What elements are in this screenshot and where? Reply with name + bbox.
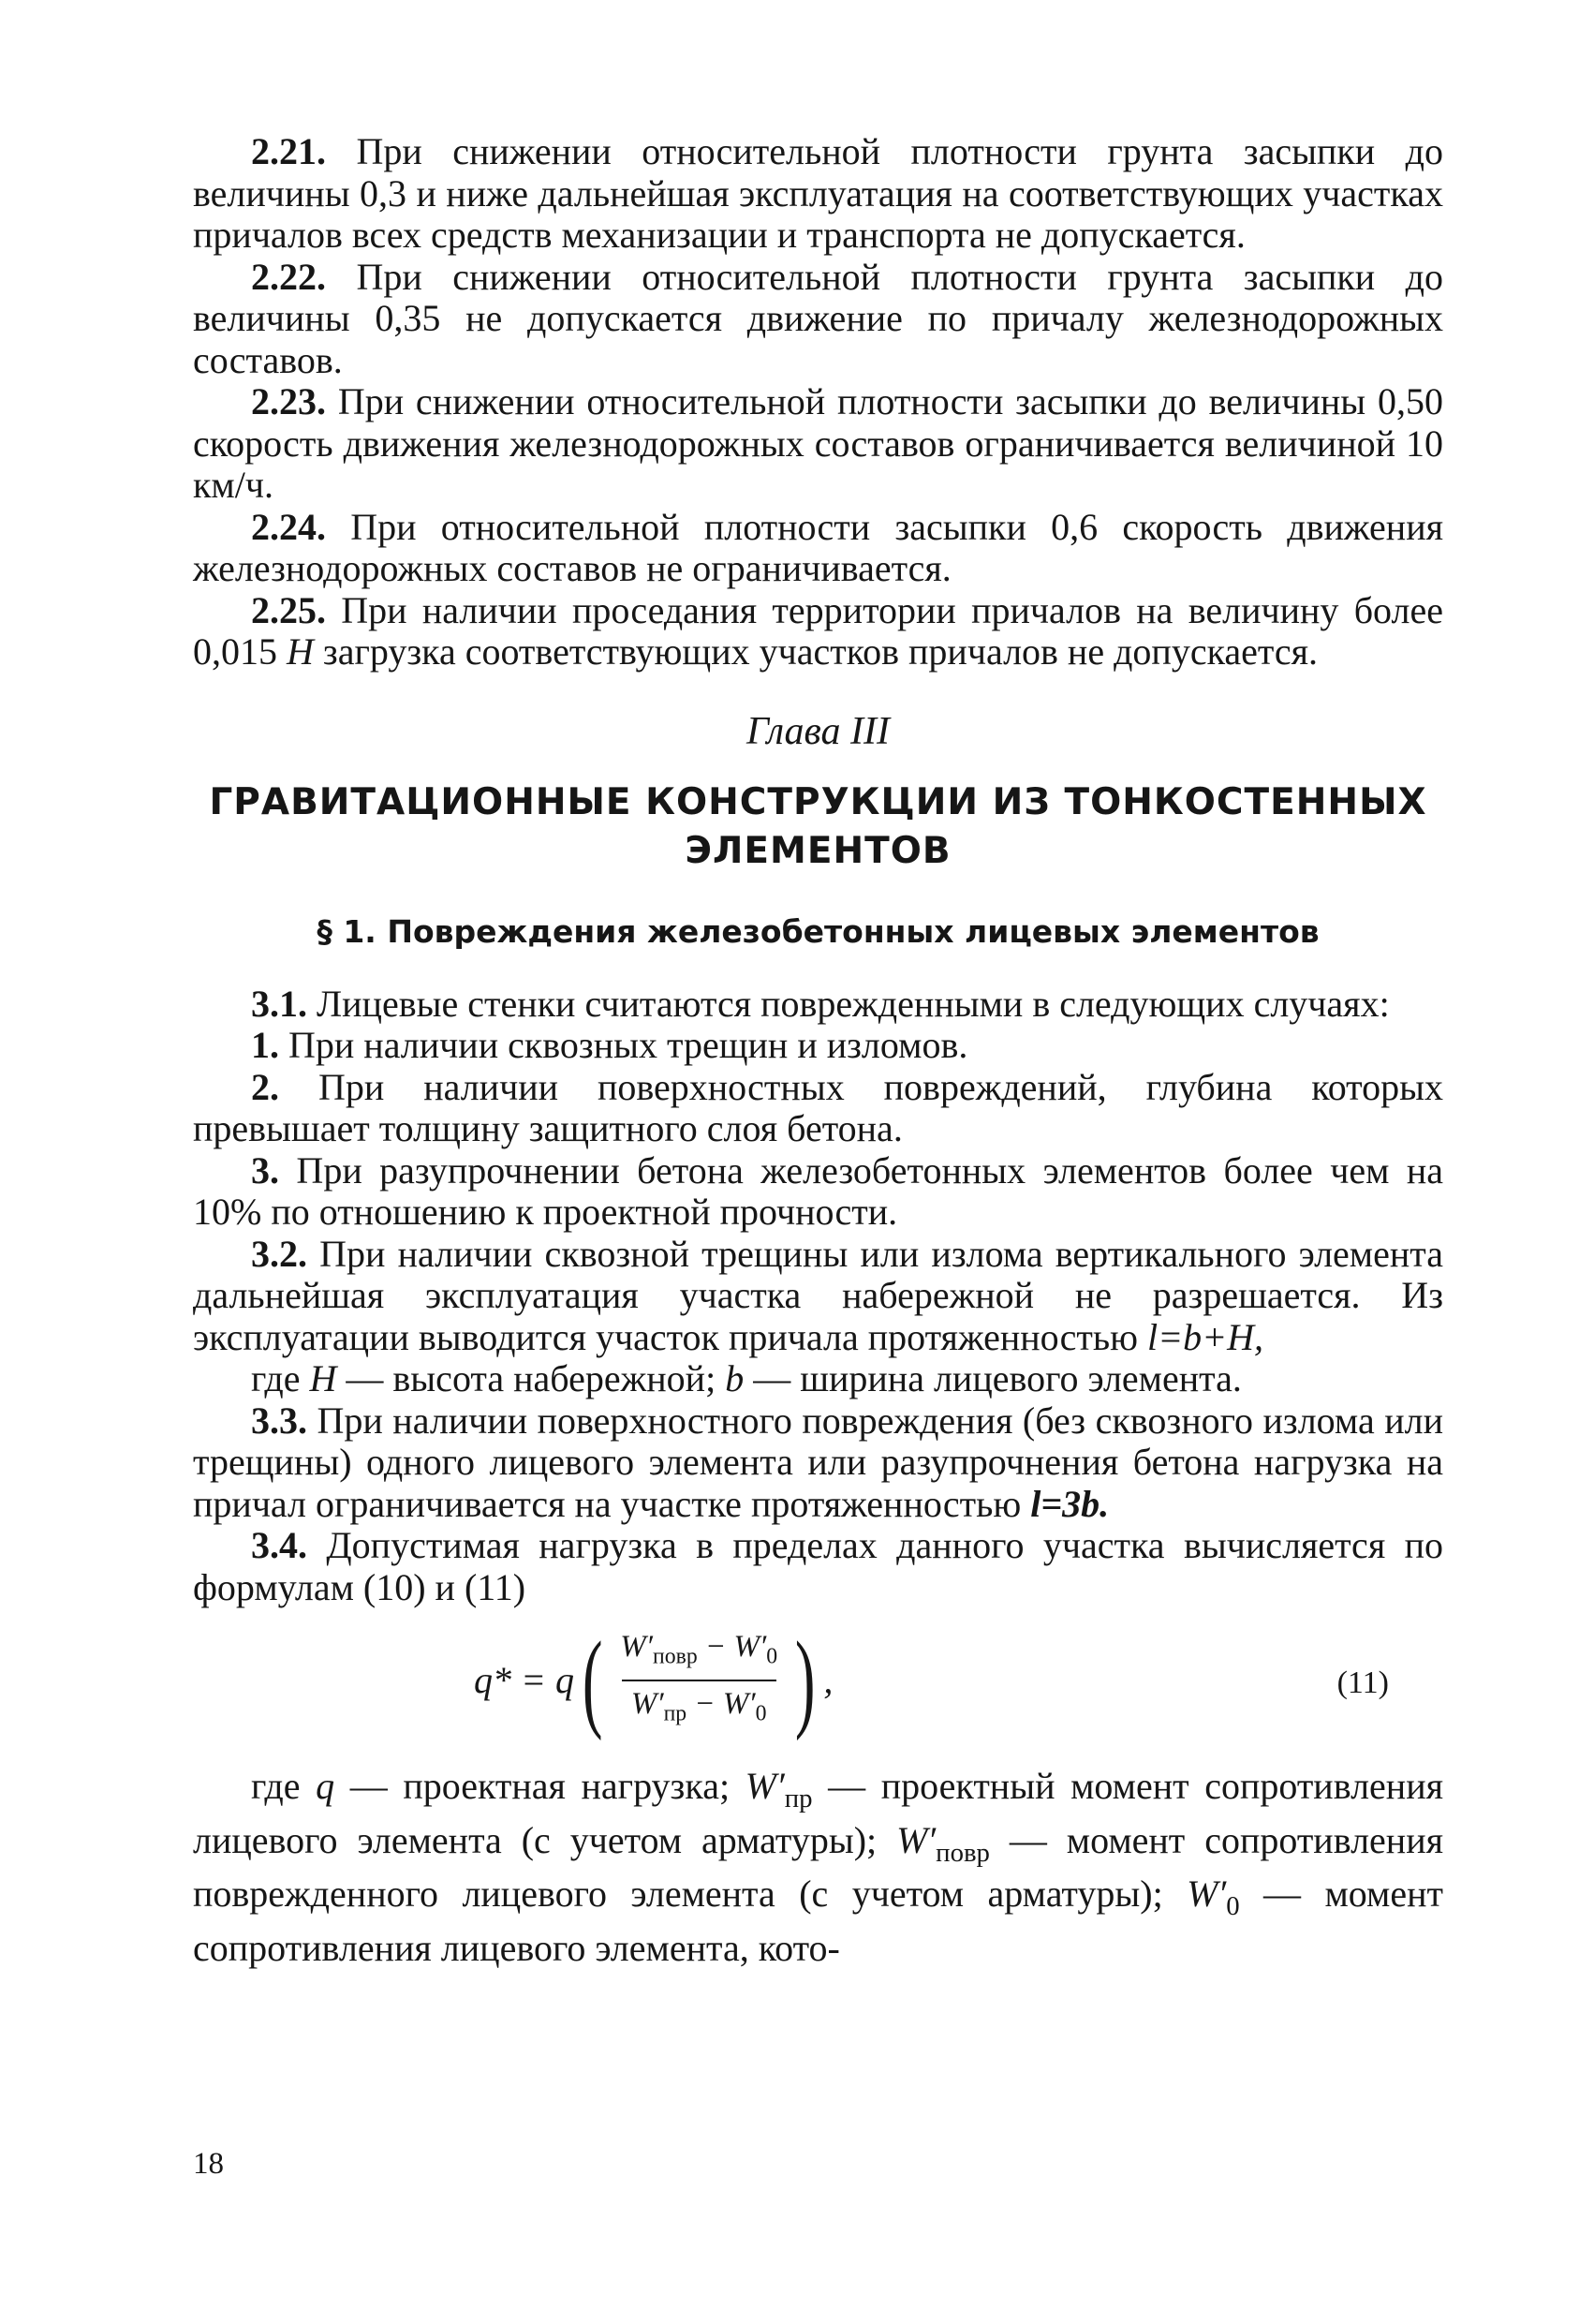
chapter-heading: Глава III xyxy=(746,709,890,753)
page-number: 18 xyxy=(193,2147,224,2181)
symbol-b: b xyxy=(725,1357,745,1399)
item-text: При наличии сквозных трещин и изломов. xyxy=(279,1024,968,1066)
clause-number: 2.23. xyxy=(251,380,326,422)
clause-text: При снижении относительной плотности грунта засыпки до величины 0,3 и ниже дальнейшая эксплуатация на соответствующих участках причалов всех средств механизации и транспорта не допускается. xyxy=(193,130,1443,256)
list-item-3 xyxy=(193,1150,1443,1234)
paragraph-2-24 xyxy=(193,507,1443,590)
symbol-w: W′ xyxy=(896,1818,937,1861)
paragraph-3-2 xyxy=(193,1234,1443,1359)
clause-text: При относительной плотности засыпки 0,6 скорость движения железнодорожных составов не ограничивается. xyxy=(193,505,1443,589)
inline-formula: l=b+H, xyxy=(1146,1315,1263,1358)
list-item-2 xyxy=(193,1067,1443,1150)
symbol-w: W′ xyxy=(620,1630,654,1665)
subscript: пр xyxy=(663,1701,687,1726)
paragraph-2-25 xyxy=(193,590,1443,674)
clause-text: Лицевые стенки считаются поврежденными в следующих случаях: xyxy=(307,982,1390,1025)
item-text: При наличии поверхностных повреждений, глубина которых превышает толщину защитного слоя бетона. xyxy=(193,1065,1443,1149)
subscript: 0 xyxy=(766,1645,778,1669)
symbol-w: W′ xyxy=(630,1687,664,1721)
clause-text: При снижении относительной плотности засыпки до величины 0,50 скорость движения железнодорожных составов ограничивается величиной 10 км/ч. xyxy=(193,380,1443,506)
chapter-title-line-2: ЭЛЕМЕНТОВ xyxy=(685,830,952,872)
clause-text: При наличии проседания территории причалов на величину более 0,015 xyxy=(193,588,1443,673)
text: — момент сопротивления лицевого элемента, кото- xyxy=(193,1873,1443,1969)
where-clause-1 xyxy=(193,1358,1443,1400)
subscript: 0 xyxy=(1226,1891,1240,1921)
formula-comma: , xyxy=(823,1658,834,1701)
symbol-H: H xyxy=(287,630,314,673)
chapter-title-line-1: ГРАВИТАЦИОННЫЕ КОНСТРУКЦИИ ИЗ ТОНКОСТЕННЫХ xyxy=(209,781,1427,823)
where-clause-2 xyxy=(193,1766,1443,1969)
text: — проектный момент сопротивления лицевого элемента (с учетом арматуры); xyxy=(193,1765,1443,1861)
fraction-denominator xyxy=(622,1680,776,1733)
left-paren: ( xyxy=(582,1619,603,1741)
text: где xyxy=(251,1765,317,1807)
clause-number: 2.24. xyxy=(251,505,326,548)
symbol-H: H xyxy=(309,1357,337,1399)
symbol-w: − W′ xyxy=(697,1630,767,1665)
clause-number: 3.1. xyxy=(251,982,307,1025)
subscript: повр xyxy=(936,1837,990,1868)
list-item-1 xyxy=(193,1025,1443,1067)
fraction-numerator xyxy=(611,1628,787,1680)
formula-body xyxy=(474,1620,833,1741)
equation-number: (11) xyxy=(1336,1665,1389,1700)
paragraph-2-21 xyxy=(193,131,1443,257)
paragraph-3-4 xyxy=(193,1525,1443,1608)
subscript: повр xyxy=(653,1645,698,1669)
subscript: пр xyxy=(784,1784,813,1813)
clause-number: 3.4. xyxy=(251,1524,307,1566)
item-text: При разупрочнении бетона железобетонных элементов более чем на 10% по отношению к проектной прочности. xyxy=(193,1148,1443,1233)
clause-number: 3.3. xyxy=(251,1399,307,1442)
paragraph-2-22 xyxy=(193,257,1443,382)
symbol-w: W′ xyxy=(1187,1873,1227,1915)
clause-number: 2.22. xyxy=(251,255,326,298)
clause-number: 2.25. xyxy=(251,588,326,631)
clause-number: 3.2. xyxy=(251,1232,307,1275)
item-number: 2. xyxy=(251,1065,279,1108)
right-paren: ) xyxy=(794,1619,816,1741)
item-number: 1. xyxy=(251,1024,279,1066)
document-page xyxy=(193,131,1443,1969)
text: где xyxy=(251,1357,310,1399)
text: — ширина лицевого элемента. xyxy=(744,1357,1242,1399)
paragraph-3-3 xyxy=(193,1400,1443,1526)
clause-text: Допустимая нагрузка в пределах данного участка вычисляется по формулам (10) и (11) xyxy=(193,1524,1443,1608)
clause-text: При наличии сквозной трещины или излома вертикального элемента дальнейшая эксплуатация участка набережной не разрешается. Из эксплуатации выводится участок причала протяженностью xyxy=(193,1232,1443,1358)
text: — момент сопротивления поврежденного лицевого элемента (с учетом арматуры); xyxy=(193,1818,1444,1915)
clause-text: загрузка соответствующих участков причалов не допускается. xyxy=(313,630,1319,673)
text: — высота набережной; xyxy=(336,1357,726,1399)
clause-text: При наличии поверхностного повреждения (без сквозного излома или трещины) одного лицевого элемента или разупрочнения бетона нагрузка на причал ограничивается на участке протяженностью xyxy=(193,1399,1443,1525)
symbol-w: W′ xyxy=(745,1765,785,1807)
paragraph-2-23 xyxy=(193,381,1443,507)
subscript: 0 xyxy=(755,1701,767,1726)
section-heading: § 1. Повреждения железобетонных лицевых элементов xyxy=(317,913,1320,950)
clause-text: При снижении относительной плотности грунта засыпки до величины 0,35 не допускается движение по причалу железнодорожных составов. xyxy=(193,255,1443,381)
formula-lhs: q* = q xyxy=(474,1658,574,1701)
fraction xyxy=(611,1628,787,1732)
formula-11 xyxy=(193,1620,1443,1741)
symbol-w: − W′ xyxy=(686,1687,756,1721)
symbol-q: q xyxy=(316,1765,335,1807)
clause-number: 2.21. xyxy=(251,130,326,172)
inline-formula: l=3b. xyxy=(1030,1482,1110,1525)
paragraph-3-1 xyxy=(193,984,1443,1026)
item-number: 3. xyxy=(251,1148,279,1192)
text: — проектная нагрузка; xyxy=(334,1765,745,1807)
chapter-title xyxy=(193,778,1443,876)
